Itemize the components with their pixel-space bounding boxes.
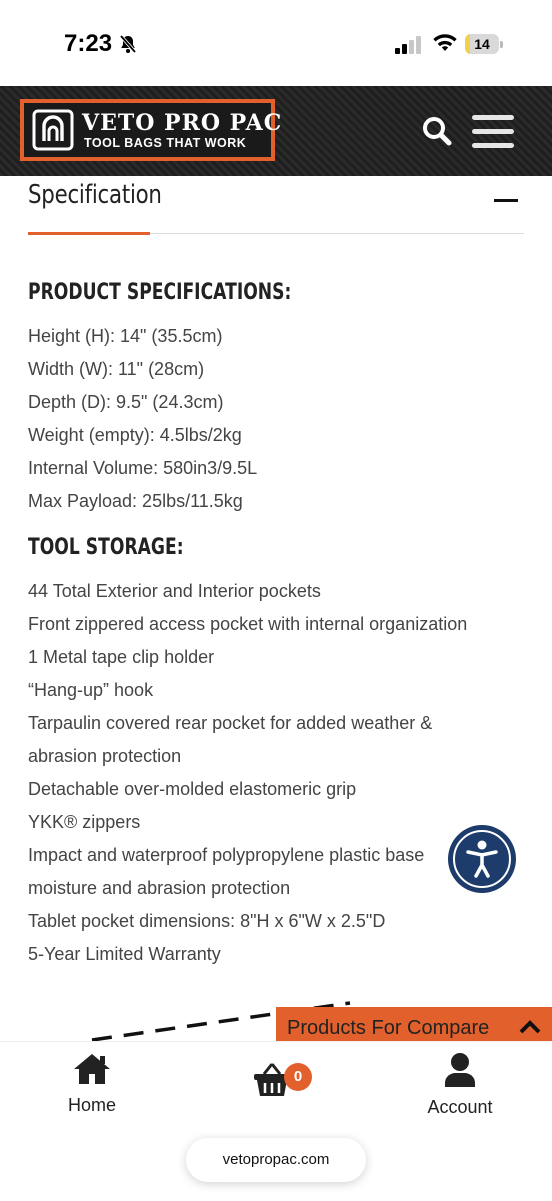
spec-line: Width (W): 11" (28cm) [28, 359, 205, 379]
nav-account-label: Account [427, 1097, 493, 1117]
storage-line: “Hang-up” hook [28, 680, 154, 700]
spec-line: Height (H): 14" (35.5cm) [28, 326, 223, 346]
nav-home-label: Home [67, 1095, 116, 1115]
storage-line: 1 Metal tape clip holder [28, 647, 215, 667]
nav-home[interactable] [56, 1052, 128, 1116]
storage-line: abrasion protection [28, 746, 182, 766]
spec-line: Max Payload: 25lbs/11.5kg [28, 491, 243, 511]
spec-line: Internal Volume: 580in3/9.5L [28, 458, 258, 478]
storage-line: 44 Total Exterior and Interior pockets [28, 581, 321, 601]
spec-line: Depth (D): 9.5" (24.3cm) [28, 392, 224, 412]
compare-label: Products For Compare [287, 1017, 490, 1039]
cart-count-badge: 0 [284, 1063, 312, 1091]
nav-account[interactable] [420, 1052, 500, 1118]
chevron-up-icon [519, 1019, 541, 1035]
spec-line: Weight (empty): 4.5lbs/2kg [28, 425, 242, 445]
storage-line: Tarpaulin covered rear pocket for added weather & [28, 713, 433, 733]
storage-line: moisture and abrasion protection [28, 878, 291, 898]
account-user-icon [443, 1052, 477, 1088]
logo-tagline: TOOL BAGS THAT WORK [84, 136, 247, 150]
logo-title: VETO PRO PAC [82, 110, 283, 136]
product-specifications-heading: PRODUCT SPECIFICATIONS: [28, 280, 292, 305]
tool-storage-heading: TOOL STORAGE: [28, 535, 184, 560]
browser-address-bar[interactable] [186, 1138, 366, 1182]
storage-line: Tablet pocket dimensions: 8"H x 6"W x 2.5"D [28, 911, 386, 931]
battery-percent: 14 [474, 36, 490, 52]
storage-line: Impact and waterproof polypropylene plastic base [28, 845, 425, 865]
home-icon [72, 1052, 112, 1086]
storage-line: Detachable over-molded elastomeric grip [28, 779, 357, 799]
storage-line: YKK® zippers [28, 812, 141, 832]
storage-line: Front zippered access pocket with internal organization [28, 614, 468, 634]
url-text: vetopropac.com [222, 1151, 330, 1168]
storage-line: 5-Year Limited Warranty [28, 944, 221, 964]
status-time: 7:23 [64, 30, 113, 57]
specification-title: Specification [28, 180, 162, 210]
